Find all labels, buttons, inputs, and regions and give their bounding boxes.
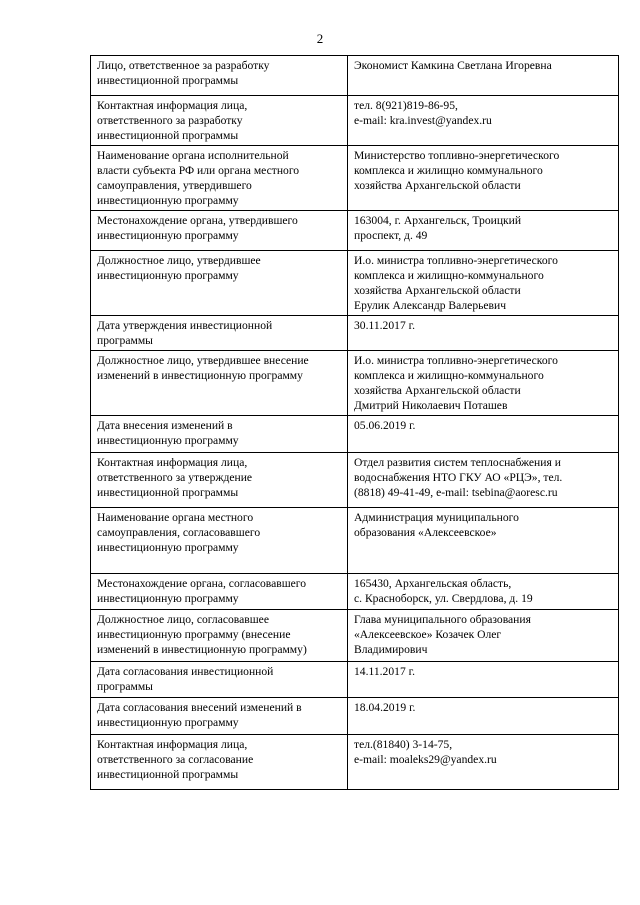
row-value: Министерство топливно-энергетического комплекса и жилищно коммунального хозяйства Архангельской области [348,146,619,211]
row-value: И.о. министра топливно-энергетического комплекса и жилищно-коммунального хозяйства Архангельской области Ерулик Александр Валерьевич [348,251,619,316]
table-row [91,416,619,453]
row-value: Глава муниципального образования «Алексеевское» Козачек Олег Владимирович [348,610,619,662]
row-value: тел.(81840) 3-14-75, e-mail: moaleks29@yandex.ru [348,735,619,790]
table-row [91,316,619,351]
row-value: И.о. министра топливно-энергетического комплекса и жилищно-коммунального хозяйства Архангельской области Дмитрий Николаевич Поташев [348,351,619,416]
row-value: 165430, Архангельская область, с. Красноборск, ул. Свердлова, д. 19 [348,574,619,610]
table-row [91,146,619,211]
row-label: Должностное лицо, утвердившее инвестиционную программу [91,251,348,316]
table-row [91,56,619,96]
row-label: Должностное лицо, утвердившее внесение изменений в инвестиционную программу [91,351,348,416]
page-number: 2 [316,31,324,46]
row-value: тел. 8(921)819-86-95, e-mail: kra.invest@yandex.ru [348,96,619,146]
table-row [91,574,619,610]
row-value: Администрация муниципального образования «Алексеевское» [348,508,619,574]
row-value: Отдел развития систем теплоснабжения и водоснабжения НТО ГКУ АО «РЦЭ», тел. (8818) 49-41-49, e-mail: tsebina@aoresc.ru [348,453,619,508]
row-label: Дата согласования внесений изменений в инвестиционную программу [91,698,348,735]
row-label: Дата согласования инвестиционной программы [91,662,348,698]
table-row [91,251,619,316]
row-label: Дата утверждения инвестиционной программы [91,316,348,351]
table-row [91,211,619,251]
row-label: Дата внесения изменений в инвестиционную программу [91,416,348,453]
row-label: Местонахождение органа, согласовавшего инвестиционную программу [91,574,348,610]
row-value: Экономист Камкина Светлана Игоревна [348,56,619,96]
table-row [91,453,619,508]
table-row [91,351,619,416]
table-row [91,96,619,146]
row-label: Местонахождение органа, утвердившего инвестиционную программу [91,211,348,251]
table-row [91,698,619,735]
row-label: Контактная информация лица, ответственного за утверждение инвестиционной программы [91,453,348,508]
table-row [91,508,619,574]
row-value: 163004, г. Архангельск, Троицкий проспект, д. 49 [348,211,619,251]
row-value: 30.11.2017 г. [348,316,619,351]
row-label: Контактная информация лица, ответственного за разработку инвестиционной программы [91,96,348,146]
row-label: Контактная информация лица, ответственного за согласование инвестиционной программы [91,735,348,790]
row-value: 05.06.2019 г. [348,416,619,453]
table-row [91,610,619,662]
table-row [91,735,619,790]
row-label: Наименование органа местного самоуправления, согласовавшего инвестиционную программу [91,508,348,574]
row-label: Наименование органа исполнительной власти субъекта РФ или органа местного самоуправления, утвердившего инвестиционную программу [91,146,348,211]
row-value: 14.11.2017 г. [348,662,619,698]
row-label: Лицо, ответственное за разработку инвестиционной программы [91,56,348,96]
investment-program-info-table [90,55,619,790]
row-label: Должностное лицо, согласовавшее инвестиционную программу (внесение изменений в инвестиционную программу) [91,610,348,662]
row-value: 18.04.2019 г. [348,698,619,735]
table-row [91,662,619,698]
